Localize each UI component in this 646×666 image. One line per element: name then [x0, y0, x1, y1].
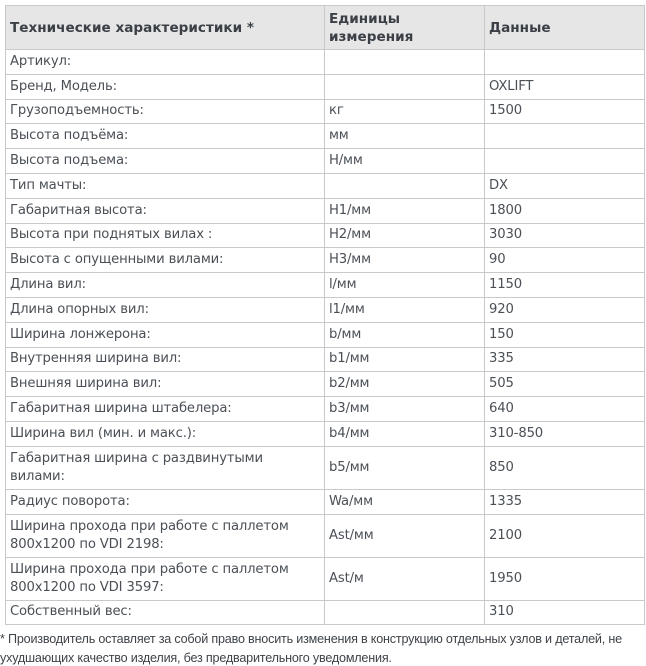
value-cell: 1335: [485, 489, 645, 514]
unit-cell: [325, 600, 485, 625]
table-row: [6, 421, 645, 446]
table-row: [6, 372, 645, 397]
value-cell: 1500: [485, 99, 645, 124]
unit-cell: мм: [325, 124, 485, 149]
spec-cell: Высота при поднятых вилах :: [6, 223, 325, 248]
value-cell: 2100: [485, 514, 645, 557]
spec-cell: Внешняя ширина вил:: [6, 372, 325, 397]
spec-cell: Ширина прохода при работе с паллетом 800x1200 по VDI 2198:: [6, 514, 325, 557]
table-row: [6, 446, 645, 489]
spec-cell: Высота подъёма:: [6, 124, 325, 149]
table-row: [6, 397, 645, 422]
unit-cell: b3/мм: [325, 397, 485, 422]
spec-cell: Внутренняя ширина вил:: [6, 347, 325, 372]
table-row: [6, 223, 645, 248]
unit-cell: b1/мм: [325, 347, 485, 372]
table-row: [6, 347, 645, 372]
unit-cell: l/мм: [325, 273, 485, 298]
unit-cell: b2/мм: [325, 372, 485, 397]
footnote-disclaimer: * Производитель оставляет за собой право вносить изменения в конструкцию отдельных узлов и деталей, не ухудшающих качество изделия, без предварительного уведомления.: [0, 632, 622, 665]
unit-cell: Ast/м: [325, 557, 485, 600]
spec-cell: Артикул:: [6, 50, 325, 75]
table-row: [6, 149, 645, 174]
value-cell: 850: [485, 446, 645, 489]
spec-cell: Высота подъема:: [6, 149, 325, 174]
spec-cell: Тип мачты:: [6, 173, 325, 198]
value-cell: 920: [485, 297, 645, 322]
unit-cell: H2/мм: [325, 223, 485, 248]
value-cell: 1800: [485, 198, 645, 223]
unit-cell: [325, 50, 485, 75]
value-cell: 90: [485, 248, 645, 273]
spec-cell: Ширина вил (мин. и макс.):: [6, 421, 325, 446]
unit-cell: Ast/мм: [325, 514, 485, 557]
table-row: [6, 297, 645, 322]
header-unit: Единицы измерения: [325, 6, 485, 50]
table-row: [6, 489, 645, 514]
specifications-table: [5, 5, 645, 625]
table-row: [6, 173, 645, 198]
spec-cell: Высота с опущенными вилами:: [6, 248, 325, 273]
table-row: [6, 322, 645, 347]
table-row: [6, 273, 645, 298]
table-row: [6, 600, 645, 625]
spec-cell: Бренд, Модель:: [6, 74, 325, 99]
table-row: [6, 74, 645, 99]
value-cell: 3030: [485, 223, 645, 248]
table-header-row: [6, 6, 645, 50]
value-cell: 310-850: [485, 421, 645, 446]
value-cell: 335: [485, 347, 645, 372]
value-cell: 640: [485, 397, 645, 422]
spec-cell: Длина вил:: [6, 273, 325, 298]
spec-cell: Собственный вес:: [6, 600, 325, 625]
unit-cell: [325, 173, 485, 198]
spec-cell: Габаритная ширина с раздвинутыми вилами:: [6, 446, 325, 489]
value-cell: OXLIFT: [485, 74, 645, 99]
spec-cell: Габаритная высота:: [6, 198, 325, 223]
unit-cell: кг: [325, 99, 485, 124]
spec-cell: Длина опорных вил:: [6, 297, 325, 322]
unit-cell: H3/мм: [325, 248, 485, 273]
unit-cell: b5/мм: [325, 446, 485, 489]
header-spec: Технические характеристики *: [6, 6, 325, 50]
unit-cell: Wa/мм: [325, 489, 485, 514]
header-value: Данные: [485, 6, 645, 50]
table-row: [6, 557, 645, 600]
value-cell: 1950: [485, 557, 645, 600]
unit-cell: l1/мм: [325, 297, 485, 322]
unit-cell: b4/мм: [325, 421, 485, 446]
value-cell: 505: [485, 372, 645, 397]
unit-cell: H1/мм: [325, 198, 485, 223]
value-cell: 150: [485, 322, 645, 347]
table-row: [6, 99, 645, 124]
value-cell: 1150: [485, 273, 645, 298]
spec-cell: Грузоподъемность:: [6, 99, 325, 124]
spec-cell: Ширина лонжерона:: [6, 322, 325, 347]
unit-cell: Н/мм: [325, 149, 485, 174]
spec-cell: Радиус поворота:: [6, 489, 325, 514]
unit-cell: [325, 74, 485, 99]
value-cell: DX: [485, 173, 645, 198]
unit-cell: b/мм: [325, 322, 485, 347]
value-cell: 310: [485, 600, 645, 625]
table-row: [6, 124, 645, 149]
value-cell: [485, 149, 645, 174]
value-cell: [485, 50, 645, 75]
table-row: [6, 514, 645, 557]
spec-cell: Габаритная ширина штабелера:: [6, 397, 325, 422]
table-row: [6, 50, 645, 75]
value-cell: [485, 124, 645, 149]
table-row: [6, 198, 645, 223]
table-row: [6, 248, 645, 273]
spec-cell: Ширина прохода при работе с паллетом 800x1200 по VDI 3597:: [6, 557, 325, 600]
